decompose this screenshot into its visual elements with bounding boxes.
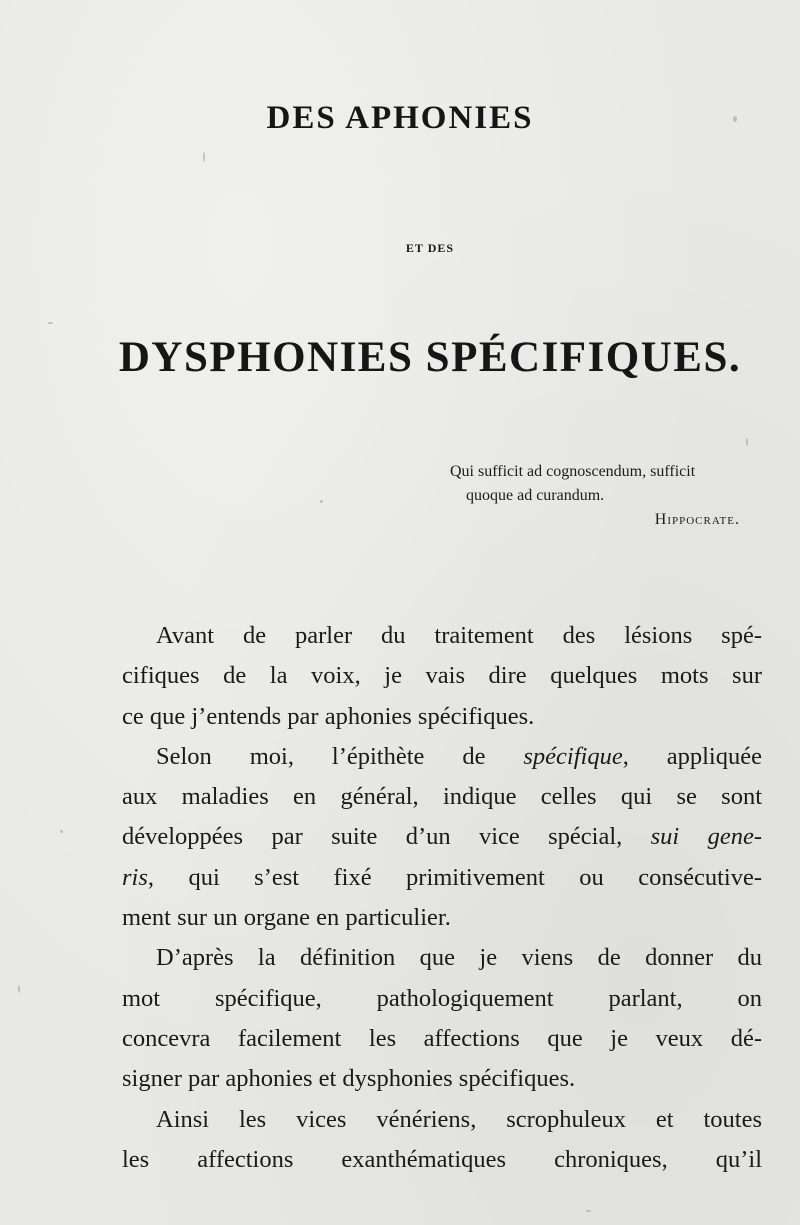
italic-term: sui gene- <box>650 823 762 851</box>
epigraph-author: Hippocrate. <box>654 511 740 528</box>
epigraph-line-2: quoque ad curandum. <box>466 487 605 504</box>
body-text <box>122 616 762 1180</box>
paragraph-3 <box>122 938 762 1099</box>
paper-speck <box>733 116 737 122</box>
text-line <box>122 858 762 898</box>
paper-speck <box>746 438 748 446</box>
text-line: concevra facilement les affections que je veux dé- <box>122 1024 762 1052</box>
paragraph-1 <box>122 616 762 737</box>
epigraph-line-1: Qui sufficit ad cognoscendum, sufficit <box>450 463 696 480</box>
text-line <box>122 737 762 777</box>
text-run: Selon moi, l’épithète de <box>156 742 524 770</box>
text-line: Avant de parler du traitement des lésions spé- <box>156 622 762 649</box>
text-line: aux maladies en général, indique celles qui se sont <box>122 783 762 811</box>
text-line: les affections exanthématiques chroniques, qu’il <box>122 1145 762 1173</box>
text-line <box>122 817 762 857</box>
paper-speck <box>203 152 205 162</box>
text-line: D’après la définition que je viens de donner du <box>156 944 762 972</box>
text-run: , appliquée <box>622 742 762 770</box>
text-line: mot spécifique, pathologiquement parlant, on <box>122 984 762 1012</box>
text-run: développées par suite d’un vice spécial, <box>122 823 651 851</box>
text-run: , qui s’est fixé primitivement ou consécutive- <box>147 863 762 891</box>
text-line: ce que j’entends par aphonies spécifiques. <box>122 702 535 730</box>
italic-term: ris <box>122 863 148 891</box>
paragraph-4 <box>122 1100 762 1181</box>
text-line: cifiques de la voix, je vais dire quelques mots sur <box>122 662 762 690</box>
paper-speck <box>18 985 20 993</box>
text-line: ment sur un organe en particulier. <box>122 904 451 932</box>
paragraph-2 <box>122 737 762 938</box>
italic-term: spécifique <box>523 742 623 770</box>
text-line: signer par aphonies et dysphonies spécifiques. <box>122 1065 576 1093</box>
paper-speck <box>60 830 63 833</box>
title-line-3: DYSPHONIES SPÉCIFIQUES. <box>118 334 742 381</box>
paper-speck <box>48 322 53 324</box>
epigraph <box>450 460 780 532</box>
text-line: Ainsi les vices vénériens, scrophuleux et toutes <box>156 1105 762 1133</box>
title-line-1: DES APHONIES <box>266 100 534 136</box>
paper-speck <box>320 500 323 503</box>
paper-speck <box>586 1210 591 1212</box>
title-line-2: ET DES <box>405 241 455 255</box>
